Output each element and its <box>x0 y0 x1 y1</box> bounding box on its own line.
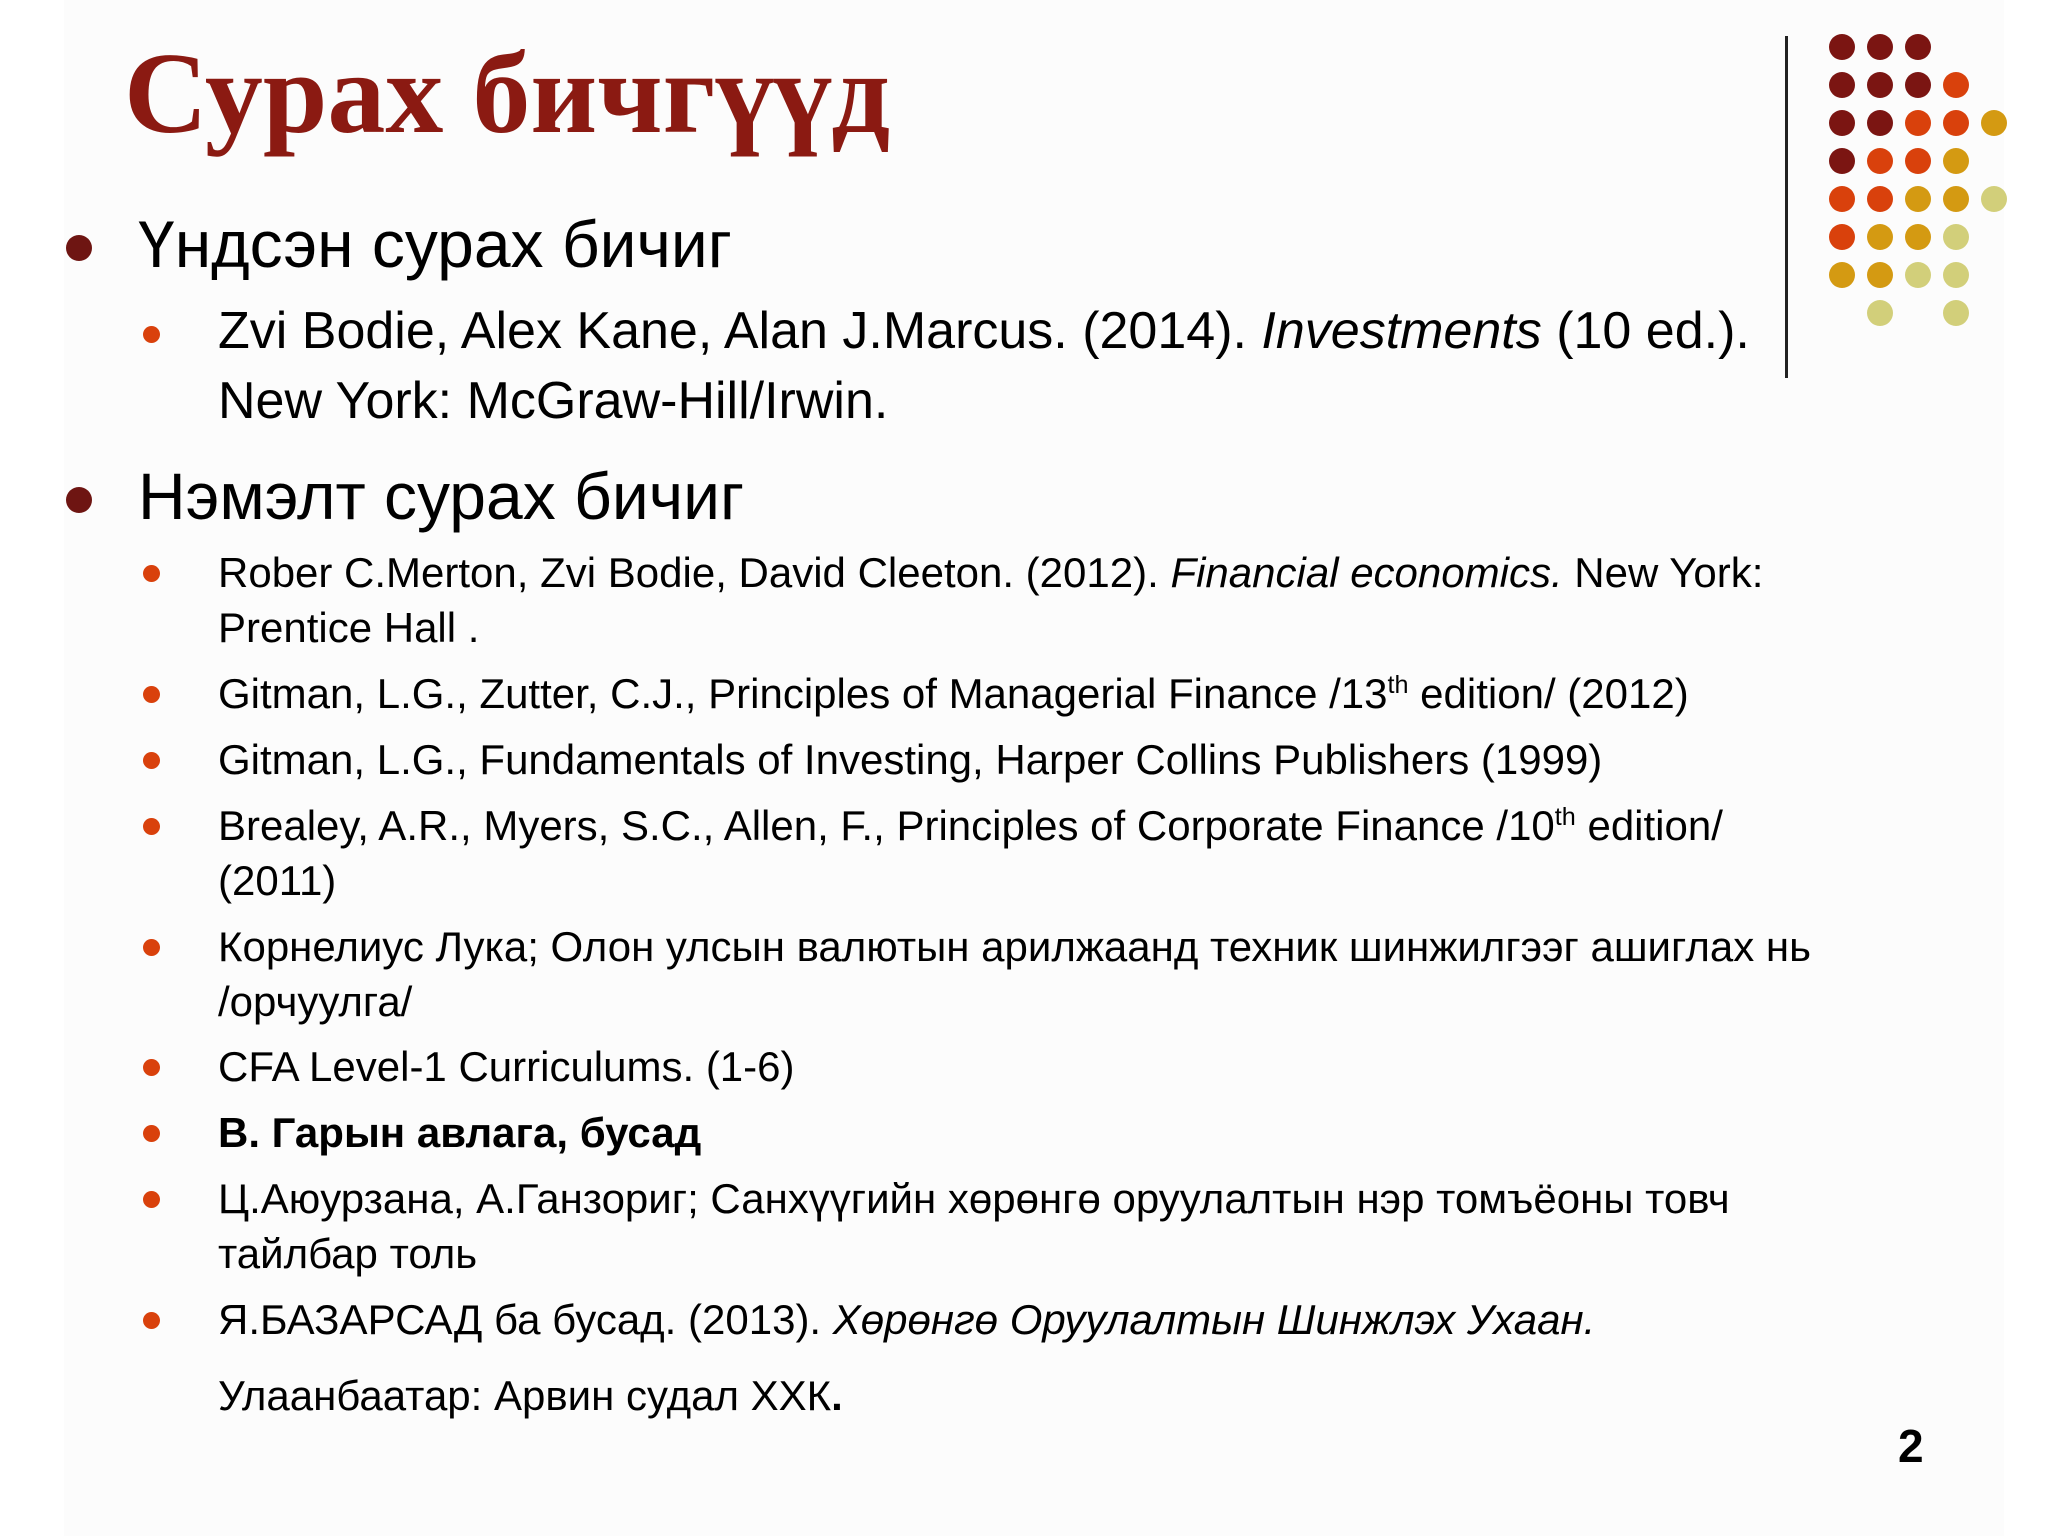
level2-bullet <box>143 1059 160 1076</box>
list-item-managerial-finance: Gitman, L.G., Zutter, C.J., Principles of Managerial Finance /13th edition/ (2012) <box>218 670 1689 717</box>
list-item-cfa-curriculum: CFA Level-1 Curriculums. (1-6) <box>218 1043 795 1090</box>
list-item-fundamentals-investing: Gitman, L.G., Fundamentals of Investing, Harper Collins Publishers (1999) <box>218 736 1603 783</box>
list-item-investment-science: Я.БАЗАРСАД ба бусад. (2013). Хөрөнгө Оруулалтын Шинжлэх Ухаан. Улаанбаатар: Арвин судал ХХК. <box>218 1296 1596 1419</box>
list-item-glossary: Ц.Аюурзана, А.Ганзориг; Санхүүгийн хөрөнгө оруулалтын нэр томъёоны товч тайлбар толь <box>218 1175 1730 1277</box>
section-heading-main-textbook: Үндсэн сурах бичиг <box>138 207 732 281</box>
list-item-handbooks-heading: B. Гарын авлага, бусад <box>218 1109 702 1156</box>
list-item-financial-economics: Rober C.Merton, Zvi Bodie, David Cleeton. (2012). Financial economics. New York: Prentice Hall . <box>218 549 1764 651</box>
section-heading-additional-textbook: Нэмэлт сурах бичиг <box>138 459 745 533</box>
level2-bullet <box>143 1125 160 1142</box>
page-number: 2 <box>1898 1420 1924 1472</box>
level2-bullet <box>143 752 160 769</box>
level2-bullet <box>143 1191 160 1208</box>
level2-bullet <box>143 686 160 703</box>
level2-bullet <box>143 1312 160 1329</box>
level2-bullet <box>143 939 160 956</box>
slide-title: Сурах бичгүүд <box>124 30 891 158</box>
level2-bullet <box>143 326 160 343</box>
level1-bullet <box>66 487 92 513</box>
level2-bullet <box>143 818 160 835</box>
list-item-corporate-finance: Brealey, A.R., Myers, S.C., Allen, F., Principles of Corporate Finance /10th edition/ (2011) <box>218 802 1723 904</box>
list-item-investments: Zvi Bodie, Alex Kane, Alan J.Marcus. (2014). Investments (10 ed.). New York: McGraw-Hill/Irwin. <box>218 302 1750 430</box>
level2-bullet <box>143 565 160 582</box>
level1-bullet <box>66 235 92 261</box>
list-item-luka-translation: Корнелиус Лука; Олон улсын валютын арилжаанд техник шинжилгээг ашиглах нь /орчуулга/ <box>218 923 1812 1025</box>
